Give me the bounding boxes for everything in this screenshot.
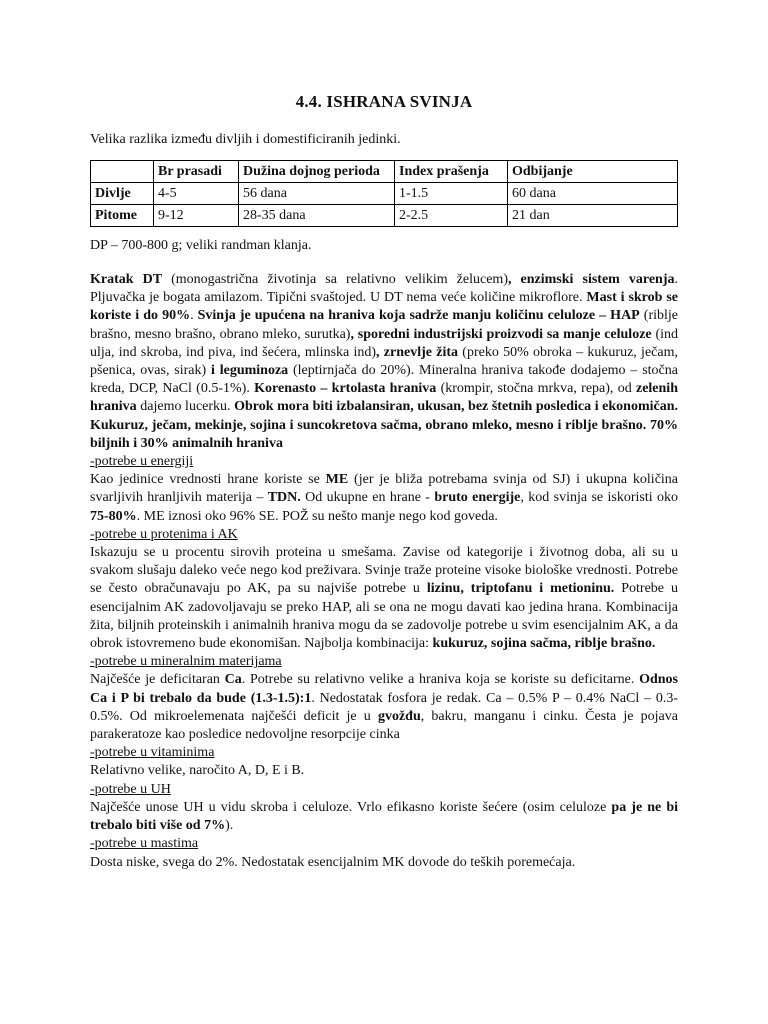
text-run: Potrebe u esencijalnim AK zadovoljavaju se preko HAP, ali se ona ne mogu davati kao jedina hrana. Kombinacija žita, biljnih proteinskih i animalnih hraniva mogu da se zadovolje potrebe u svim esencijalnim AK, a da obrok istovremeno bude ekonomišan. Najbolja kombinacija: (90, 581, 679, 652)
page-title: 4.4. ISHRANA SVINJA (295, 92, 473, 111)
text-run: (ind ulja, ind skroba, ind piva, ind šećera, mlinska ind) (90, 326, 678, 360)
text-run: . Potrebe su relativno velike a hraniva koja se koriste su deficitarne. (241, 672, 640, 688)
text-bold: Odnos Ca i P bi trebalo da bude (1.3-1.5):1 (90, 672, 678, 706)
table-cell: 21 dan (508, 205, 678, 227)
section-heading-protein: -potrebe u protenima i AK (90, 526, 238, 542)
table-cell: 28-35 dana (239, 205, 395, 227)
text-bold: gvožđu (377, 708, 421, 724)
text-run: . Pljuvačka je bogata amilazom. Tipični svaštojed. U DT nema veće količine mikroflore. (90, 272, 678, 306)
text-run: Najčešće je deficitaran (90, 672, 225, 688)
text-run: . (190, 308, 198, 324)
text-run: dajemo lucerku. (136, 399, 235, 415)
text-run: (leptirnjača do 20%). Mineralna hraniva takođe dodajemo – stočna kreda, DCP, NaCl (0.5-1%). (90, 363, 678, 397)
text-bold: Ca (224, 672, 242, 688)
vitamins-paragraph: Relativno velike, naročito A, D, E i B. (90, 763, 305, 779)
comparison-table (90, 160, 678, 227)
text-run: , kod svinja se iskoristi oko (520, 490, 678, 506)
text-run: , bakru, manganu i cinku. Česta je pojava parakeratoze kao posledice nedovoljne resorpcije cinka (90, 708, 678, 743)
text-bold: , enzimski sistem varenja (507, 272, 675, 287)
text-run: (jer je bliža potrebama svinja od SJ) i ukupna količina svarljivih hranljivih materija – (90, 472, 679, 506)
table-header-row (91, 161, 678, 183)
table-cell: 60 dana (508, 183, 678, 205)
section-heading-energy: -potrebe u energiji (90, 454, 194, 470)
text-bold: lizinu, triptofanu i metioninu. (426, 581, 615, 597)
text-bold: i leguminoza (211, 363, 289, 379)
text-bold: bruto energije (434, 490, 521, 506)
section-heading-fats: -potrebe u mastima (90, 836, 199, 852)
table-cell: 1-1.5 (395, 183, 508, 205)
intro-text: Velika razlika između divljih i domestificiranih jedinki. (90, 132, 401, 147)
table-cell: 2-2.5 (395, 205, 508, 227)
text-bold: TDN. (267, 490, 301, 506)
uh-paragraph (90, 799, 678, 835)
table-cell: 4-5 (154, 183, 239, 205)
text-bold: zelenih hraniva (90, 381, 678, 415)
text-run: (krompir, stočna mrkva, repa), od (436, 381, 636, 397)
text-run: Od ukupne en hrane - (300, 490, 435, 506)
intro-paragraph (90, 271, 678, 453)
text-run: Najčešće unose UH u vidu skroba i celuloze. Vrlo efikasno koriste šećere (osim celuloze (90, 799, 612, 815)
text-bold: Mast i skrob se koriste i do 90% (90, 290, 678, 324)
table-header-cell: Br prasadi (154, 161, 239, 183)
table-row-label: Divlje (91, 183, 154, 205)
text-bold: , zrnevlje žita (376, 344, 459, 360)
minerals-paragraph (90, 671, 678, 744)
text-bold: Svinja je upućena na hraniva koja sadrže manju količinu celuloze – HAP (197, 308, 640, 324)
text-run: Iskazuju se u procentu sirovih proteina u smešama. Zavise od kategorije i životnog doba, ali su u svakom slušaju daleko veće nego kod preživara. Svinje traže proteine visoke biološke vrednosti. Potrebe se često obračunavaju po AK, pa su najviše potrebe u (90, 545, 678, 597)
text-bold: 75-80% (90, 508, 137, 524)
energy-paragraph (90, 471, 678, 526)
table-header-cell: Odbijanje (508, 161, 678, 183)
text-bold: Kratak DT (90, 272, 163, 287)
text-run: . Nedostatak fosfora je redak. Ca – 0.5% P – 0.4% NaCl – 0.3-0.5%. Od mikroelemenata najčešći deficit je u (90, 690, 678, 724)
text-run: . ME iznosi oko 96% SE. POŽ su nešto manje nego kod goveda. (136, 508, 498, 524)
table-row (91, 183, 678, 205)
body-text (90, 271, 678, 872)
text-run: ). (225, 818, 234, 834)
text-run: (riblje brašno, mesno brašno, obrano mleko, surutka) (90, 308, 678, 342)
text-run: Kao jedinice vrednosti hrane koriste se (90, 472, 326, 488)
table-cell: 56 dana (239, 183, 395, 205)
section-heading-vitamins: -potrebe u vitaminima (90, 745, 215, 761)
dp-line: DP – 700-800 g; veliki randman klanja. (90, 238, 312, 253)
section-heading-minerals: -potrebe u mineralnim materijama (90, 654, 282, 670)
table-row-label: Pitome (91, 205, 154, 227)
table-header-cell (91, 161, 154, 183)
text-bold: pa je ne bi trebalo biti više od 7% (90, 799, 678, 834)
text-run: (monogastrična životinja sa relativno velikim želucem) (162, 272, 508, 287)
fats-paragraph: Dosta niske, svega do 2%. Nedostatak esencijalnim MK dovode do teških poremećaja. (90, 854, 576, 870)
text-bold: , sporedni industrijski proizvodi sa manje celuloze (350, 326, 652, 342)
text-run: (preko 50% obroka – kukuruz, ječam, pšenica, ovas, sirak) (90, 344, 678, 379)
text-bold: Korenasto – krtolasta hraniva (254, 381, 437, 397)
text-bold: kukuruz, sojina sačma, riblje brašno. (432, 636, 656, 652)
text-bold: ME (325, 472, 349, 488)
protein-paragraph (90, 544, 678, 653)
table-row (91, 205, 678, 227)
section-heading-uh: -potrebe u UH (90, 781, 171, 797)
table-header-cell: Dužina dojnog perioda (239, 161, 395, 183)
table-cell: 9-12 (154, 205, 239, 227)
text-bold: Obrok mora biti izbalansiran, ukusan, bez štetnih posledica i ekonomičan. Kukuruz, ječam, mekinje, sojina i suncokretova sačma, obrano mleko, mesno i riblje brašno. 70% biljnih i 30% animalnih hraniva (90, 399, 679, 451)
table-header-cell: Index prašenja (395, 161, 508, 183)
